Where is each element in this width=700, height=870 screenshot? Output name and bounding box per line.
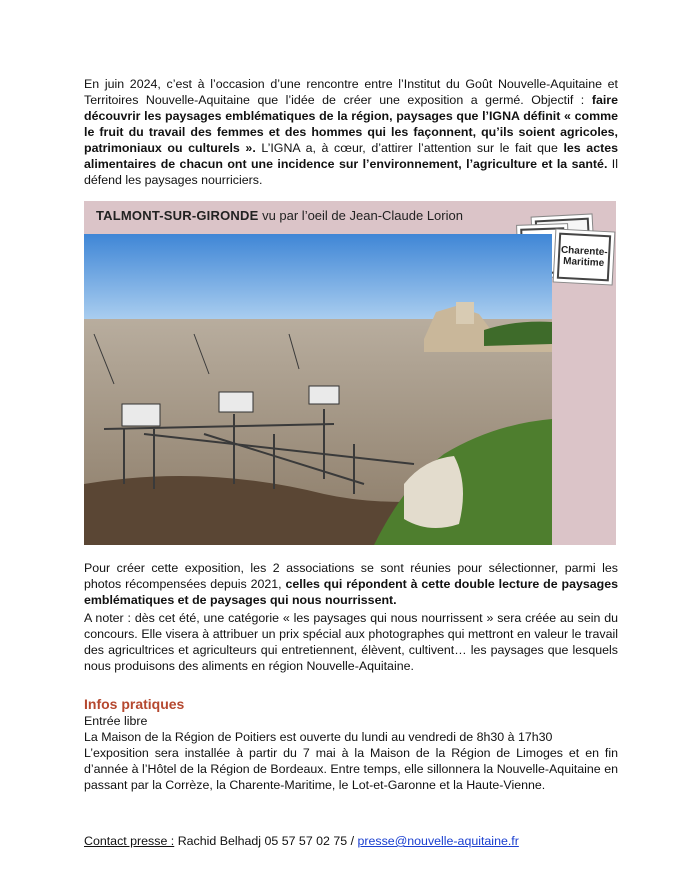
contact-label: Contact presse : bbox=[84, 834, 175, 848]
intro-bold-1: faire découvrir les paysages emblématiques de la région, paysages que l’IGNA définit « comme le fruit du travail des femmes et des hommes qui les façonnent, qu’ils soient agricoles, patrimoniaux ou culturels ». bbox=[84, 93, 618, 155]
contact-email-link[interactable]: presse@nouvelle-aquitaine.fr bbox=[357, 834, 519, 848]
contact-name: Rachid Belhadj 05 57 57 02 75 / bbox=[177, 834, 355, 848]
intro-paragraph bbox=[84, 76, 618, 188]
exposition-paragraph bbox=[84, 560, 618, 608]
photo-card bbox=[84, 201, 616, 545]
expo-bold: celles qui répondent à cette double lecture de paysages emblématiques et de paysages qui nous nourrissent. bbox=[84, 577, 618, 607]
intro-text-2: L’IGNA a, à cœur, d’attirer l’attention sur le fait que bbox=[261, 141, 558, 155]
press-contact bbox=[84, 834, 519, 848]
expo-text: Pour créer cette exposition, les 2 associations se sont réunies pour sélectionner, parmi les photos récompensées depuis 2021, bbox=[84, 561, 618, 591]
infos-title: Infos pratiques bbox=[84, 696, 185, 712]
maison-hours: La Maison de la Région de Poitiers est ouverte du lundi au vendredi de 8h30 à 17h30 bbox=[84, 730, 553, 744]
exposition-info: L’exposition sera installée à partir du 7 mai à la Maison de la Région de Limoges et en fin d’année à l’Hôtel de la Région de Bordeaux. Entre temps, elle sillonnera la Nouvelle-Aquitaine en passant par la Corrèze, la Charente-Maritime, le Lot-et-Garonne et la Haute-Vienne. bbox=[84, 746, 618, 792]
photo-place: TALMONT-SUR-GIRONDE bbox=[96, 208, 259, 223]
photo-caption bbox=[96, 208, 463, 223]
intro-text-3: Il défend les paysages nourriciers. bbox=[84, 157, 618, 187]
intro-text-1: En juin 2024, c’est à l’occasion d’une rencontre entre l’Institut du Goût Nouvelle-Aquitaine et Territoires Nouvelle-Aquitaine que l’idée de créer une exposition a germé. Objectif : bbox=[84, 77, 618, 107]
note-paragraph: A noter : dès cet été, une catégorie « les paysages qui nous nourrissent » sera créée au sein du concours. Elle visera à attribuer un prix spécial aux photographes qui mettront en valeur le travail des agricultrices et agriculteurs qui entretiennent, élèvent, cultivent… les paysages que lesquels nous produisons des aliments en région Nouvelle-Aquitaine. bbox=[84, 611, 618, 673]
intro-bold-2: les actes alimentaires de chacun ont une incidence sur l’environnement, l’agriculture et la santé. bbox=[84, 141, 619, 171]
photo-byline: vu par l’oeil de Jean-Claude Lorion bbox=[262, 208, 463, 223]
landscape-photo bbox=[84, 234, 552, 545]
entree-libre: Entrée libre bbox=[84, 714, 148, 728]
department-name-tag: Charente-Maritime bbox=[557, 233, 611, 282]
